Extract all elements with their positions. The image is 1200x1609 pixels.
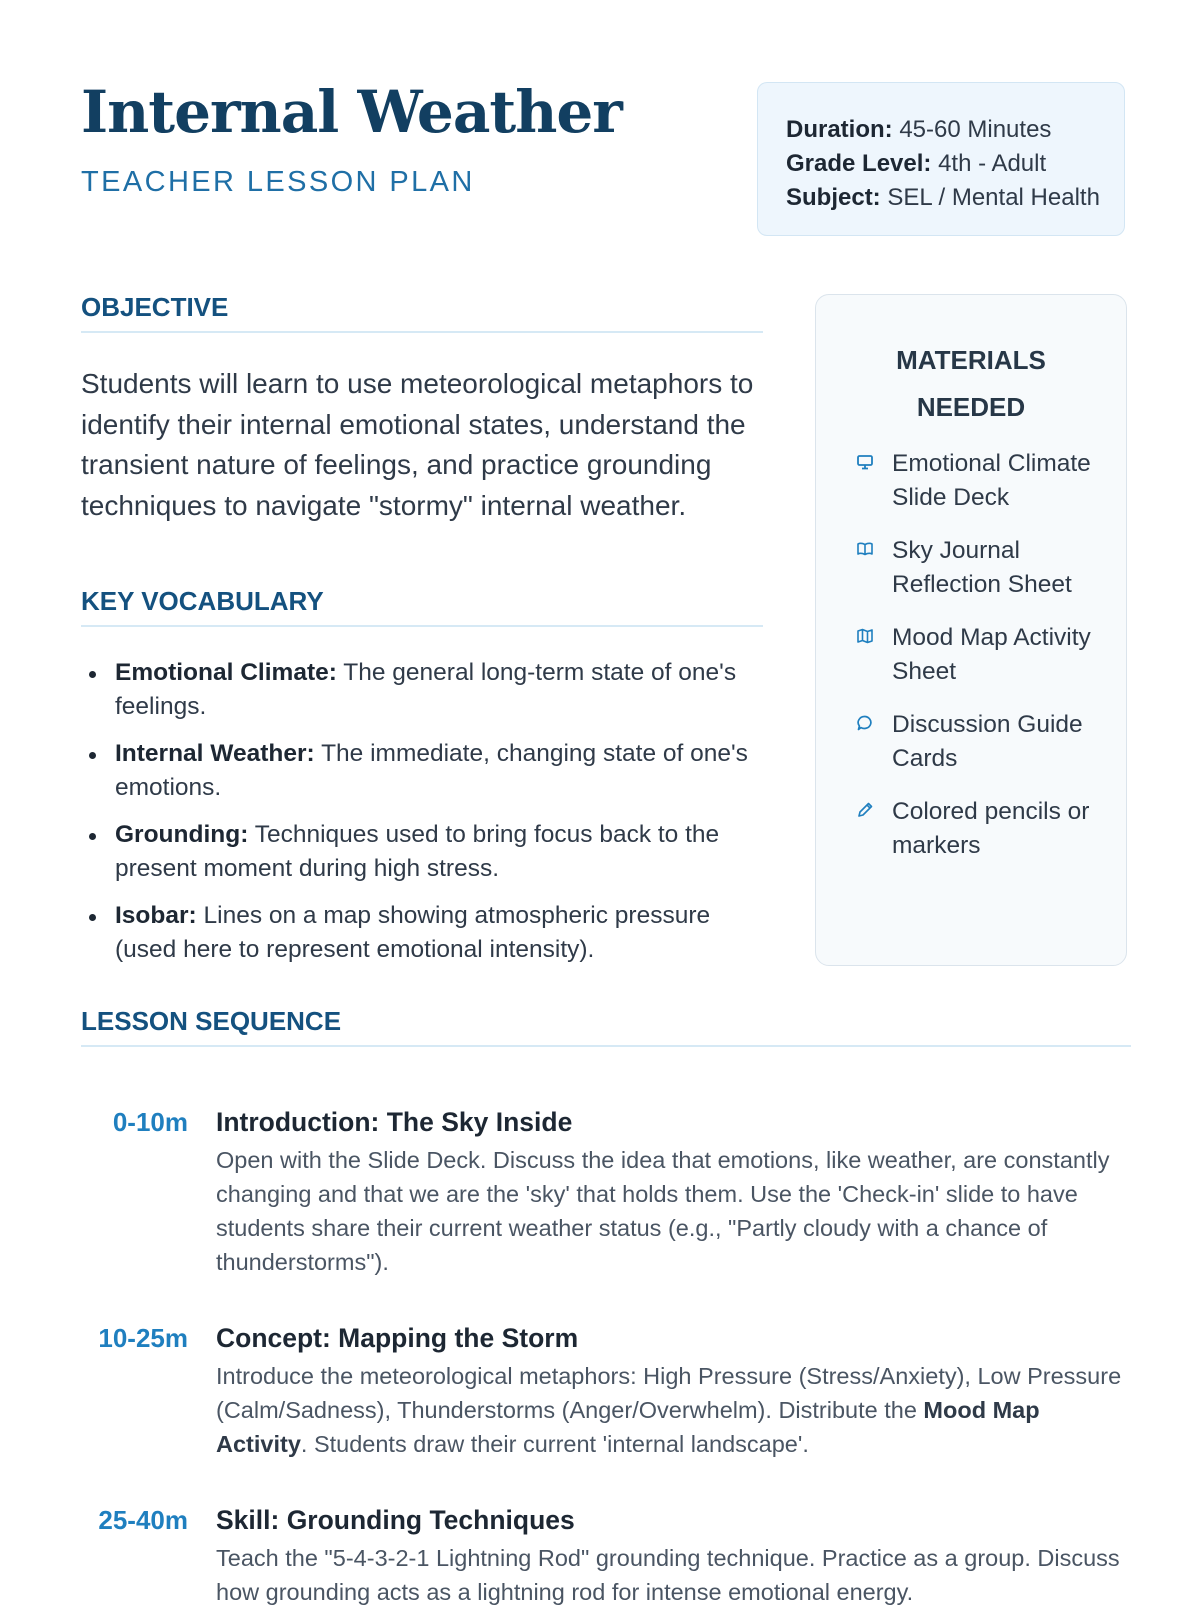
objective-heading: OBJECTIVE bbox=[81, 292, 763, 333]
vocabulary-term: Internal Weather: bbox=[115, 740, 315, 767]
objective-text: Students will learn to use meteorological metaphors to identify their internal emotional states, understand the transient nature of feelings, and practice grounding techniques to navigate "stormy" internal weather. bbox=[81, 368, 754, 521]
map-icon bbox=[856, 627, 874, 645]
presentation-icon bbox=[856, 453, 874, 471]
duration-label: Duration: bbox=[786, 116, 893, 143]
step-description-emphasis: Mood Map Activity bbox=[216, 1397, 1040, 1457]
step-time: 10-25m bbox=[98, 1323, 188, 1353]
page-subtitle: TEACHER LESSON PLAN bbox=[81, 166, 475, 198]
step-description-text-end: . Students draw their current 'internal landscape'. bbox=[300, 1431, 809, 1457]
step-description: Teach the "5-4-3-2-1 Lightning Rod" grounding technique. Practice as a group. Discuss how grounding acts as a lightning rod for intense emotional energy. bbox=[216, 1545, 1120, 1605]
duration-row bbox=[786, 113, 1124, 147]
material-item bbox=[856, 708, 1126, 776]
material-label: Mood Map Activity Sheet bbox=[892, 624, 1091, 685]
material-item bbox=[856, 621, 1126, 689]
vocabulary-list bbox=[81, 656, 763, 980]
material-item bbox=[856, 795, 1126, 863]
sequence-heading: LESSON SEQUENCE bbox=[81, 1006, 1131, 1047]
pencil-icon bbox=[856, 801, 874, 819]
vocabulary-item bbox=[81, 818, 763, 886]
step-title: Skill: Grounding Techniques bbox=[216, 1505, 575, 1535]
duration-value: 45-60 Minutes bbox=[899, 116, 1052, 143]
step-time: 0-10m bbox=[112, 1107, 188, 1137]
vocabulary-item bbox=[81, 899, 763, 967]
vocabulary-item bbox=[81, 656, 763, 724]
materials-heading-line2: NEEDED bbox=[916, 392, 1026, 422]
material-item bbox=[856, 534, 1126, 602]
material-label: Emotional Climate Slide Deck bbox=[892, 450, 1091, 511]
vocabulary-item bbox=[81, 737, 763, 805]
grade-level-row bbox=[786, 147, 1124, 181]
step-title: Concept: Mapping the Storm bbox=[216, 1323, 579, 1353]
vocabulary-definition: The immediate, changing state of one's emotions. bbox=[115, 740, 748, 801]
material-label: Sky Journal Reflection Sheet bbox=[892, 537, 1072, 598]
book-icon bbox=[856, 540, 874, 558]
vocabulary-definition: Lines on a map showing atmospheric pressure (used here to represent emotional intensity). bbox=[115, 902, 711, 963]
material-label: Discussion Guide Cards bbox=[892, 711, 1083, 772]
page-title: Internal Weather bbox=[81, 78, 622, 146]
step-description bbox=[216, 1359, 1131, 1461]
step-time: 25-40m bbox=[98, 1505, 188, 1535]
subject-row bbox=[786, 181, 1124, 215]
materials-heading bbox=[816, 337, 1126, 431]
grade-level-value: 4th - Adult bbox=[938, 150, 1047, 177]
step-description: Open with the Slide Deck. Discuss the idea that emotions, like weather, are constantly changing and that we are the 'sky' that holds them. Use the 'Check-in' slide to have students share their current weather status (e.g., "Partly cloudy with a chance of thunderstorms"). bbox=[216, 1147, 1110, 1275]
subject-value: SEL / Mental Health bbox=[887, 184, 1100, 211]
lesson-meta-box bbox=[757, 82, 1125, 236]
vocabulary-term: Emotional Climate: bbox=[115, 659, 337, 686]
materials-heading-line1: MATERIALS bbox=[896, 345, 1046, 375]
step-description-text: Introduce the meteorological metaphors: High Pressure (Stress/Anxiety), Low Pressure (Calm/Sadness), Thunderstorms (Anger/Overwhelm). Distribute the bbox=[216, 1363, 1122, 1423]
vocabulary-term: Isobar: bbox=[115, 902, 197, 929]
material-label: Colored pencils or markers bbox=[892, 798, 1090, 859]
vocabulary-definition: Techniques used to bring focus back to the present moment during high stress. bbox=[115, 821, 720, 882]
materials-list bbox=[816, 447, 1126, 863]
vocabulary-heading: KEY VOCABULARY bbox=[81, 586, 763, 627]
materials-card bbox=[815, 294, 1127, 966]
grade-level-label: Grade Level: bbox=[786, 150, 932, 177]
step-title: Introduction: The Sky Inside bbox=[216, 1107, 573, 1137]
subject-label: Subject: bbox=[786, 184, 881, 211]
vocabulary-definition: The general long-term state of one's feelings. bbox=[115, 659, 737, 720]
chat-bubble-icon bbox=[856, 714, 874, 732]
vocabulary-term: Grounding: bbox=[115, 821, 249, 848]
material-item bbox=[856, 447, 1126, 515]
